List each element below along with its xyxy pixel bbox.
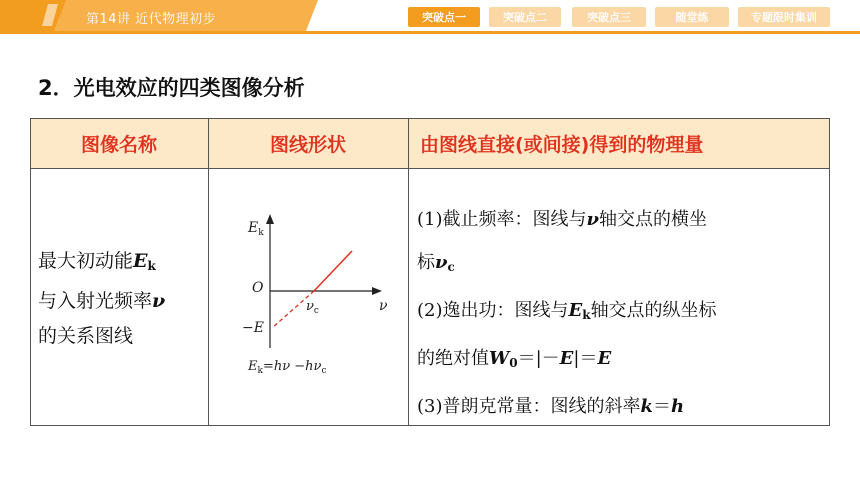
header-physical-quantity: 由图线直接(或间接)得到的物理量: [420, 133, 704, 156]
top-bar-divider: [0, 31, 860, 34]
name-sub-k: k: [147, 259, 156, 273]
y-axis-label: $E_k$: [248, 220, 264, 238]
column-divider-1: [208, 118, 209, 426]
top-bar: [0, 0, 860, 34]
equation-label: $E_k=h\nu -h\nu_c$: [248, 359, 327, 376]
item-1-line-2: 标$\nu_c$: [417, 252, 455, 274]
header-image-name: 图像名称: [80, 133, 157, 156]
ek-line-solid: [314, 251, 352, 291]
section-title: 2．光电效应的四类图像分析: [38, 76, 305, 100]
origin-label: O: [252, 280, 264, 296]
item-1-line-1: (1)截止频率：图线与ν轴交点的横坐: [417, 209, 707, 230]
y-axis-arrow-icon: [266, 214, 274, 224]
nav-timed-training[interactable]: 专题限时集训: [738, 7, 830, 27]
chapter-tab: [0, 0, 318, 31]
table-border-top: [30, 118, 830, 119]
x-axis-label: ν: [379, 298, 388, 314]
name-line-3: 的关系图线: [38, 325, 134, 347]
name-line-1a: 最大初动能: [38, 250, 134, 272]
item-3-line-1: (3)普朗克常量：图线的斜率k＝h: [417, 396, 685, 417]
chapter-title: 第14讲 近代物理初步: [86, 12, 217, 27]
table-border-left: [30, 118, 31, 426]
table-border-right: [829, 118, 830, 426]
item-2-line-2: 的绝对值$W_0=|-E|=E$: [417, 348, 612, 370]
neg-e-label: −E: [242, 320, 264, 336]
nav-breakthrough-3[interactable]: 突破点三: [572, 7, 646, 27]
item-2-line-1: (2)逸出功：图线与$E_k$轴交点的纵坐标: [417, 300, 717, 322]
name-var-nu: ν: [152, 290, 166, 312]
name-var-e: E: [133, 250, 148, 272]
physical-quantity-cell: [417, 198, 717, 428]
nav-practice[interactable]: 随堂练: [655, 7, 729, 27]
nav-breakthrough-1[interactable]: 突破点一: [408, 7, 480, 27]
ek-nu-graph: [226, 208, 396, 388]
intercept-label: $\nu_c$: [306, 299, 319, 316]
analysis-table: [30, 118, 830, 426]
table-header-divider: [30, 168, 830, 169]
column-divider-2: [408, 118, 409, 426]
image-name-cell: [38, 244, 165, 354]
nav-breakthrough-2[interactable]: 突破点二: [489, 7, 561, 27]
name-line-2a: 与入射光频率: [38, 290, 153, 312]
header-graph-shape: 图线形状: [269, 133, 346, 156]
x-axis-arrow-icon: [372, 287, 382, 295]
